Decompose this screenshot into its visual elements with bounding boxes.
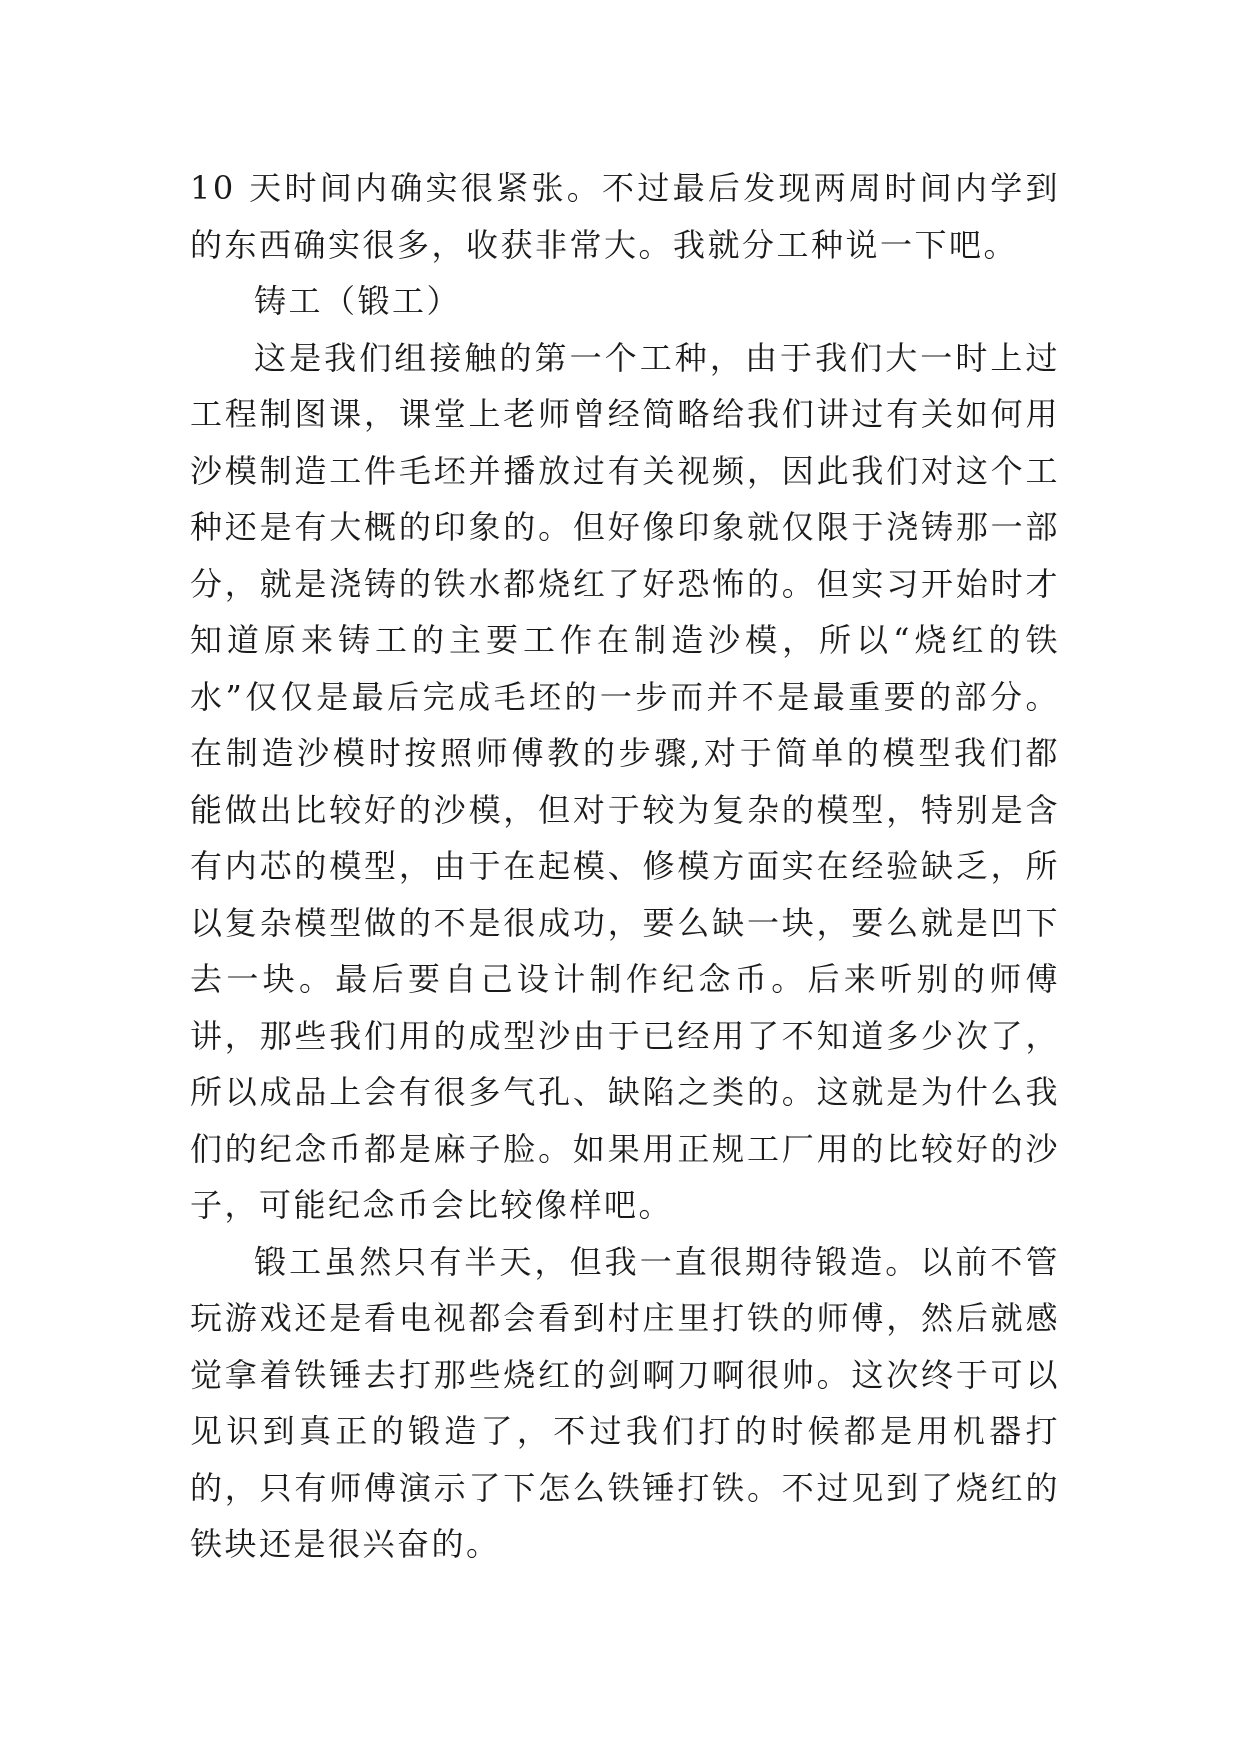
paragraph-intro: 10 天时间内确实很紧张。不过最后发现两周时间内学到的东西确实很多，收获非常大。我就分工种说一下吧。 — [190, 169, 1060, 264]
paragraph-casting: 这是我们组接触的第一个工种，由于我们大一时上过工程制图课，课堂上老师曾经简略给我们讲过有关如何用沙模制造工件毛坯并播放过有关视频，因此我们对这个工种还是有大概的印象的。但好像印象就仅限于浇铸那一部分，就是浇铸的铁水都烧红了好恐怖的。但实习开始时才知道原来铸工的主要工作在制造沙模，所以“烧红的铁水”仅仅是最后完成毛坯的一步而并不是最重要的部分。在制造沙模时按照师傅教的步骤,对于简单的模型我们都能做出比较好的沙模，但对于较为复杂的模型，特别是含有内芯的模型，由于在起模、修模方面实在经验缺乏，所以复杂模型做的不是很成功，要么缺一块，要么就是凹下去一块。最后要自己设计制作纪念币。后来听别的师傅讲，那些我们用的成型沙由于已经用了不知道多少次了，所以成品上会有很多气孔、缺陷之类的。这就是为什么我们的纪念币都是麻子脸。如果用正规工厂用的比较好的沙子，可能纪念币会比较像样吧。 — [190, 338, 1060, 1224]
document-body — [190, 160, 1060, 1573]
paragraph-forging: 锻工虽然只有半天，但我一直很期待锻造。以前不管玩游戏还是看电视都会看到村庄里打铁的师傅，然后就感觉拿着铁锤去打那些烧红的剑啊刀啊很帅。这次终于可以见识到真正的锻造了，不过我们打的时候都是用机器打的，只有师傅演示了下怎么铁锤打铁。不过见到了烧红的铁块还是很兴奋的。 — [190, 1242, 1060, 1563]
section-heading-casting: 铸工（锻工） — [254, 282, 462, 320]
